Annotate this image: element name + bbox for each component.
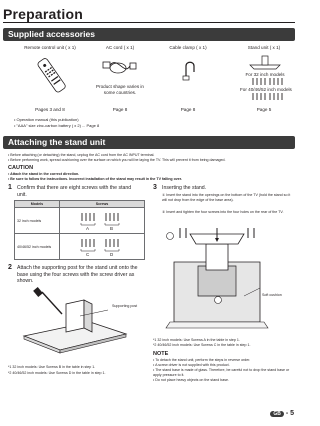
note-item-4: • Do not place heavy objects on the stand base. (153, 378, 229, 382)
left-note-2: *2 40/46/52 inch models: Use Screws D in the table in step 1. (8, 371, 106, 375)
remote-caption: Remote control unit ( x 1) (24, 45, 76, 50)
caution-title: CAUTION (8, 165, 34, 171)
table-cell-screws-c-d (60, 234, 145, 260)
page-number: GB - 5 (270, 410, 294, 417)
note-title: NOTE (153, 351, 169, 357)
step-3-title: Inserting the stand. (162, 185, 207, 191)
screw-label-c: C (86, 252, 90, 257)
attaching-stand-header (3, 136, 295, 149)
step-2-text: Attach the supporting post for the stand unit onto the base using the four screws with the screw driver as shown. (17, 265, 138, 284)
step-3-item-1: ① Insert the stand into the openings on the bottom of the TV (hold the stand so it will not drop from the edge of the base area). (162, 193, 291, 202)
bullet-battery: • "AAA" size zinc-carbon battery ( x 2) ... Page 8 (14, 123, 100, 128)
step-2-number: 2 (8, 264, 12, 271)
screw-label-d: D (110, 252, 114, 257)
caution-item-1: • Attach the stand in the correct direction. (8, 172, 80, 176)
section-header-text: Attaching the stand unit (8, 137, 106, 147)
note-item-3: • The stand base is made of glass. Therefore, be careful not to drop the stand base or apply pressure to it. (153, 368, 290, 377)
cable-clamp-caption: Cable clamp ( x 1) (169, 45, 207, 50)
stand-unit-caption: Stand unit ( x 1) (247, 45, 281, 50)
note-item-1: • To detach the stand unit, perform the steps in reverse order. (153, 358, 251, 362)
cable-clamp-page-ref: Page 8 (180, 107, 196, 112)
screw-label-a: A (86, 226, 90, 231)
right-note-1: *1 32 inch models: Use Screws A in the table in step 1. (153, 338, 240, 342)
screws-c-d-icon (78, 238, 124, 256)
caution-item-2: • Be sure to follow the instructions. Incorrect installation of the stand may result in the TV falling over. (8, 177, 182, 181)
step-3-number: 3 (153, 184, 157, 191)
language-badge: GB (270, 411, 284, 417)
stand-40-screws-icon (250, 93, 284, 100)
screws-table (14, 200, 145, 260)
supplied-accessories-header (3, 28, 295, 41)
bullet-manual: • Operation manual (this publication) (14, 117, 79, 122)
cable-clamp-icon (180, 58, 200, 82)
table-header-screws: Screws (60, 201, 145, 208)
stand-32-note: For 32 inch models (245, 72, 285, 77)
step-1-number: 1 (8, 184, 12, 191)
table-cell-screws-a-b (60, 208, 145, 234)
screw-label-b: B (110, 226, 114, 231)
attach-bullet-2: • Before performing work, spread cushioning over the surface on which you will be laying the TV. This will prevent it from being damaged. (8, 158, 226, 162)
table-cell-model: 40/46/52 inch models (15, 234, 60, 260)
step-3-item-2: ② Insert and tighten the four screws into the four holes on the rear of the TV. (162, 210, 284, 214)
stand-32-screws-icon (250, 78, 284, 85)
screws-a-b-icon (78, 212, 124, 230)
ac-cord-icon (100, 54, 140, 80)
note-item-2: • A screw driver is not supplied with this product. (153, 363, 230, 367)
page-title: Preparation (3, 6, 83, 22)
right-note-2: *2 40/46/52 inch models: Use Screws C in the table in step 1. (153, 343, 251, 347)
title-divider (3, 22, 295, 23)
attach-bullet-1: • Before attaching (or detaching) the stand, unplug the AC cord from the AC INPUT terminal. (8, 153, 155, 157)
stand-unit-page-ref: Page 5 (256, 107, 272, 112)
left-note-1: *1 32 inch models: Use Screws B in the table in step 1. (8, 365, 96, 369)
remote-page-ref: Pages 3 and 8 (35, 107, 65, 112)
ac-cord-page-ref: Page 8 (112, 107, 128, 112)
ac-cord-caption: AC cord ( x 1) (105, 45, 135, 50)
remote-control-icon (32, 55, 72, 95)
table-cell-model: 32 inch models (15, 208, 60, 234)
soft-cushion-label: Soft cushion (262, 293, 282, 297)
tv-stand-insertion-illustration (160, 226, 270, 330)
stand-assembly-illustration (20, 288, 130, 354)
stand-32-icon (242, 53, 288, 71)
supporting-post-label: Supporting post (112, 304, 138, 308)
step-1-text: Confirm that there are eight screws with the stand unit. (17, 185, 132, 198)
table-header-models: Models (15, 201, 60, 208)
stand-40-note: For 40/46/52 inch models (240, 87, 292, 92)
section-header-text: Supplied accessories (8, 29, 95, 39)
ac-cord-note: Product shape varies in some countries. (95, 84, 144, 95)
